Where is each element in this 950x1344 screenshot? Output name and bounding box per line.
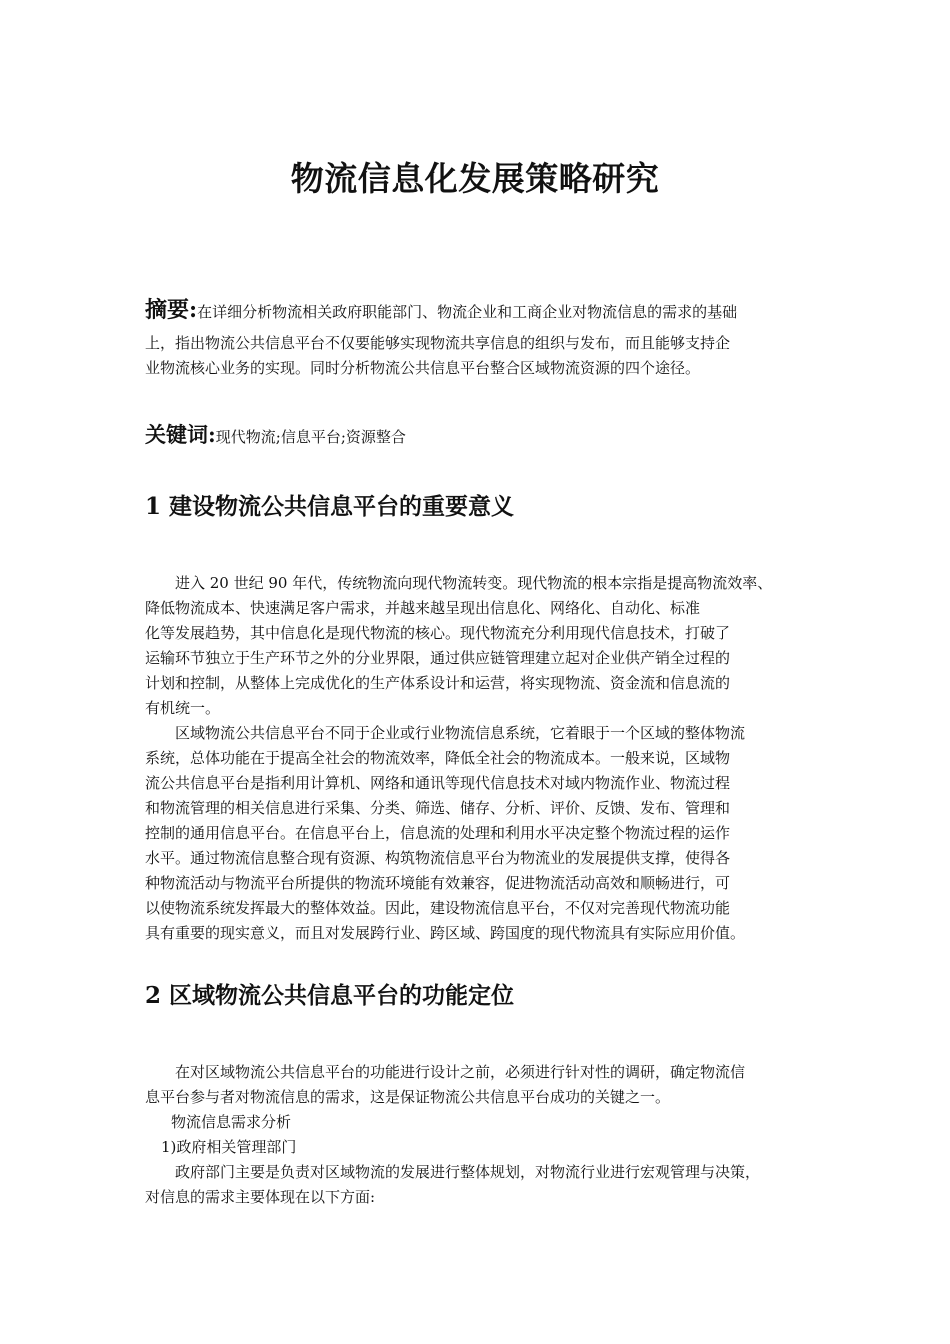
abstract-line-2: 上，指出物流公共信息平台不仅要能够实现物流共享信息的组织与发布，而且能够支持企 [145,334,731,352]
keywords-text: 现代物流;信息平台;资源整合 [215,428,406,446]
list-item-government: 1)政府相关管理部门 [161,1138,297,1156]
text-line: 区域物流公共信息平台不同于企业或行业物流信息系统，它着眼于一个区域的整体物流 [175,724,746,742]
section-2-paragraph-1 [145,1060,810,1210]
abstract-line-3: 业物流核心业务的实现。同时分析物流公共信息平台整合区域物流资源的四个途径。 [145,359,701,377]
text-line: 息平台参与者对物流信息的需求，这是保证物流公共信息平台成功的关键之一。 [145,1088,671,1106]
abstract-line-1: 在详细分析物流相关政府职能部门、物流企业和工商企业对物流信息的需求的基础 [197,303,738,321]
abstract-label: 摘要: [145,297,198,323]
text-line: 政府部门主要是负责对区域物流的发展进行整体规划，对物流行业进行宏观管理与决策， [175,1163,761,1181]
text-line: 进入 20 世纪 90 年代，传统物流向现代物流转变。现代物流的根本宗指是提高物流效率、 [175,574,773,592]
text-line: 计划和控制，从整体上完成优化的生产体系设计和运营，将实现物流、资金流和信息流的 [145,674,731,692]
text-line: 降低物流成本、快速满足客户需求，并越来越呈现出信息化、网络化、自动化、标准 [145,599,701,617]
text-line: 对信息的需求主要体现在以下方面: [145,1188,376,1206]
keywords-block [145,422,810,450]
abstract-block [145,298,810,381]
text-line: 水平。通过物流信息整合现有资源、构筑物流信息平台为物流业的发展提供支撑，使得各 [145,849,731,867]
text-line: 以使物流系统发挥最大的整体效益。因此，建设物流信息平台，不仅对完善现代物流功能 [145,899,731,917]
text-line: 流公共信息平台是指利用计算机、网络和通讯等现代信息技术对域内物流作业、物流过程 [145,774,731,792]
text-line: 有机统一。 [145,699,221,717]
text-line: 种物流活动与物流平台所提供的物流环境能有效兼容，促进物流活动高效和顺畅进行，可 [145,874,731,892]
document-title: 物流信息化发展策略研究 [290,159,660,198]
section-1-paragraph-1 [145,571,810,721]
text-line: 运输环节独立于生产环节之外的分业界限，通过供应链管理建立起对企业供产销全过程的 [145,649,731,667]
text-line: 系统，总体功能在于提高全社会的物流效率，降低全社会的物流成本。一般来说，区域物 [145,749,731,767]
subheading-demand-analysis: 物流信息需求分析 [171,1113,292,1131]
text-line: 具有重要的现实意义，而且对发展跨行业、跨区域、跨国度的现代物流具有实际应用价值。 [145,924,746,942]
text-line: 控制的通用信息平台。在信息平台上，信息流的处理和利用水平决定整个物流过程的运作 [145,824,731,842]
text-line: 在对区域物流公共信息平台的功能进行设计之前，必须进行针对性的调研，确定物流信 [175,1063,746,1081]
keywords-label: 关键词: [145,422,216,447]
section-1-heading: 1 建设物流公共信息平台的重要意义 [145,493,515,520]
text-line: 和物流管理的相关信息进行采集、分类、筛选、储存、分析、评价、反馈、发布、管理和 [145,799,731,817]
text-line: 化等发展趋势，其中信息化是现代物流的核心。现代物流充分利用现代信息技术，打破了 [145,624,731,642]
section-1-paragraph-2 [145,721,810,946]
section-2-heading: 2 区域物流公共信息平台的功能定位 [145,982,515,1009]
